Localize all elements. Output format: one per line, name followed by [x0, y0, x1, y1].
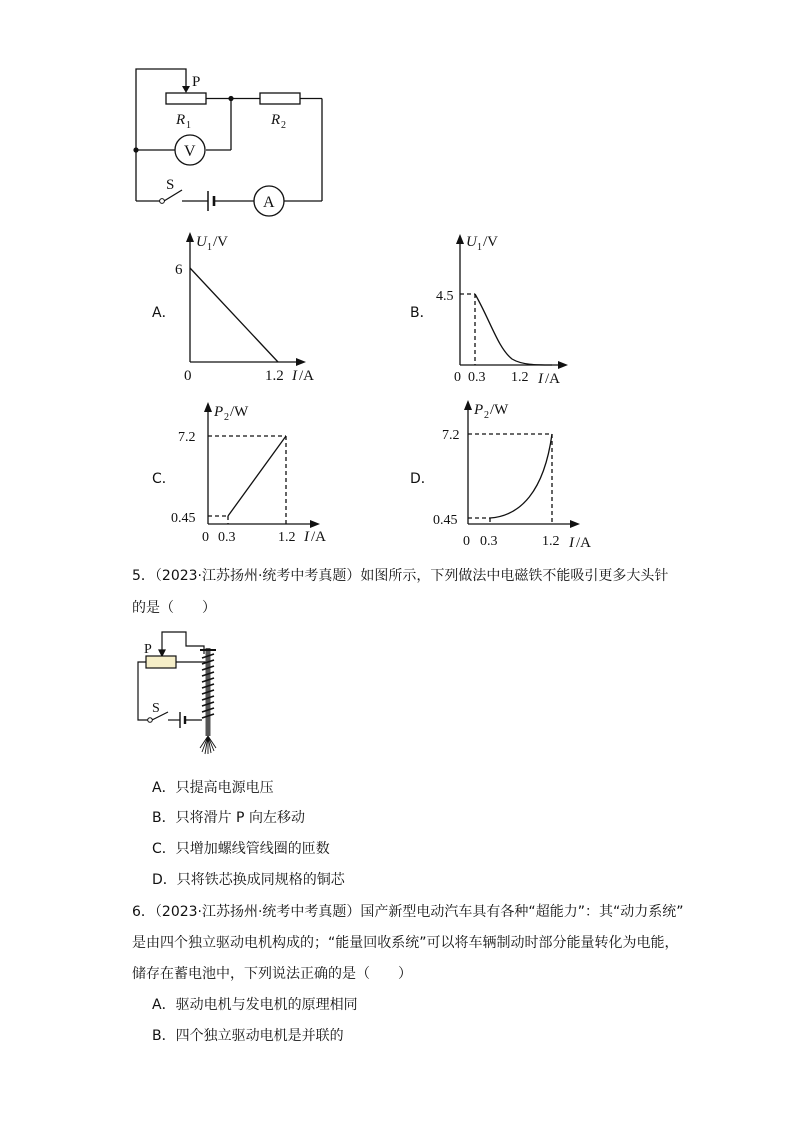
- graph-d-ylabel-unit: /W: [490, 402, 509, 418]
- graph-b-xtick-2: 1.2: [511, 370, 529, 385]
- graph-c-ytick-top: 7.2: [178, 430, 196, 445]
- q5-option-a-text: 只提高电源电压: [175, 780, 274, 796]
- q5-option-d-text: 只将铁芯换成同规格的铜芯: [176, 872, 345, 888]
- graph-c-xtick-2: 1.2: [278, 530, 296, 545]
- graph-c-ylabel-sub: 2: [224, 412, 229, 423]
- graph-d-xtick-2: 1.2: [542, 534, 560, 549]
- graph-d-origin: 0: [463, 534, 470, 549]
- graph-b-origin: 0: [454, 370, 461, 385]
- q5-option-b-letter: B．: [152, 810, 176, 826]
- graph-c-line: [228, 436, 286, 516]
- switch-label: S: [166, 177, 175, 193]
- graph-c-ytick-bottom: 0.45: [171, 511, 196, 526]
- q5-option-d[interactable]: [152, 869, 345, 889]
- q5-option-c[interactable]: [152, 838, 330, 858]
- graph-a-origin: 0: [184, 368, 192, 384]
- q5-option-b-text: 只将滑片 P 向左移动: [175, 810, 305, 826]
- graph-a-ylabel-unit: /V: [213, 234, 228, 250]
- graph-d-ytick-bottom: 0.45: [433, 513, 458, 528]
- graph-d-xlabel: I: [569, 535, 574, 551]
- electromagnet-diagram-q5: [130, 628, 240, 760]
- ammeter-label: A: [263, 194, 275, 211]
- graph-c-xlabel: I: [304, 529, 309, 545]
- graph-d: [428, 396, 598, 552]
- graph-d-curve: [490, 434, 552, 518]
- graph-d-ytick-top: 7.2: [442, 428, 460, 443]
- graph-a-xtick: 1.2: [265, 368, 284, 384]
- q5-option-a-letter: A．: [152, 780, 176, 796]
- graph-a-ytick: 6: [175, 262, 183, 278]
- q6-stem-line-2: 是由四个独立驱动电机构成的；“能量回收系统”可以将车辆制动时部分能量转化为电能，: [132, 935, 679, 951]
- option-d-label: D．: [410, 471, 435, 487]
- q6-option-b-text: 四个独立驱动电机是并联的: [175, 1028, 344, 1044]
- q6-stem-line-1: 6．（2023·江苏扬州·统考中考真题）国产新型电动汽车具有各种“超能力”：其“动力系统”: [132, 904, 684, 920]
- r2-sub: 2: [281, 120, 286, 131]
- q5-stem-line-2: 的是（ ）: [132, 600, 216, 616]
- r1-label: R: [176, 112, 186, 128]
- q6-option-a[interactable]: [152, 994, 358, 1014]
- graph-a-line: [190, 268, 278, 362]
- graph-a-ylabel: U: [196, 234, 207, 250]
- q5-option-b[interactable]: [152, 807, 305, 827]
- graph-b-xtick-1: 0.3: [468, 370, 486, 385]
- graph-d-ylabel-sub: 2: [484, 410, 489, 421]
- graph-b-ylabel-unit: /V: [483, 234, 498, 250]
- q6-option-a-text: 驱动电机与发电机的原理相同: [175, 997, 358, 1013]
- circuit-diagram-q4: [120, 60, 340, 220]
- graph-b-ytick: 4.5: [436, 289, 454, 304]
- graph-c-origin: 0: [202, 530, 209, 545]
- r1-sub: 1: [186, 120, 191, 131]
- option-c-label: C．: [152, 471, 176, 487]
- graph-c-xlabel-unit: /A: [311, 529, 326, 545]
- q5-slider-label: P: [144, 642, 152, 657]
- graph-c-ylabel: P: [214, 404, 224, 420]
- graph-c-xtick-1: 0.3: [218, 530, 236, 545]
- q6-option-b[interactable]: [152, 1025, 344, 1045]
- q5-option-c-letter: C．: [152, 841, 176, 857]
- voltmeter-label: V: [184, 143, 196, 160]
- q5-option-c-text: 只增加螺线管线圈的匝数: [175, 841, 330, 857]
- option-b-label: B．: [410, 305, 434, 321]
- graph-b-curve: [475, 294, 552, 365]
- q5-switch-label: S: [152, 701, 160, 716]
- graph-a-ylabel-sub: 1: [207, 242, 212, 253]
- graph-b-ylabel-sub: 1: [477, 242, 482, 253]
- option-a-label: A．: [152, 305, 176, 321]
- graph-d-xtick-1: 0.3: [480, 534, 498, 549]
- r2-label: R: [271, 112, 281, 128]
- graph-a-xlabel-unit: /A: [299, 368, 314, 384]
- graph-a-xlabel: I: [292, 368, 297, 384]
- q5-option-d-letter: D．: [152, 872, 177, 888]
- q6-stem-line-3: 储存在蓄电池中，下列说法正确的是（ ）: [132, 966, 412, 982]
- q5-stem-line-1: 5．（2023·江苏扬州·统考中考真题）如图所示，下列做法中电磁铁不能吸引更多大头针: [132, 568, 669, 584]
- q6-option-b-letter: B．: [152, 1028, 176, 1044]
- graph-a: [168, 228, 338, 388]
- graph-d-ylabel: P: [474, 402, 484, 418]
- graph-b: [428, 228, 588, 388]
- q6-option-a-letter: A．: [152, 997, 176, 1013]
- slider-label: P: [192, 74, 201, 90]
- graph-d-xlabel-unit: /A: [576, 535, 591, 551]
- graph-b-xlabel: I: [538, 371, 543, 387]
- graph-c-ylabel-unit: /W: [230, 404, 249, 420]
- graph-b-ylabel: U: [466, 234, 477, 250]
- q5-option-a[interactable]: [152, 777, 274, 797]
- graph-c: [168, 398, 338, 550]
- graph-b-xlabel-unit: /A: [545, 371, 560, 387]
